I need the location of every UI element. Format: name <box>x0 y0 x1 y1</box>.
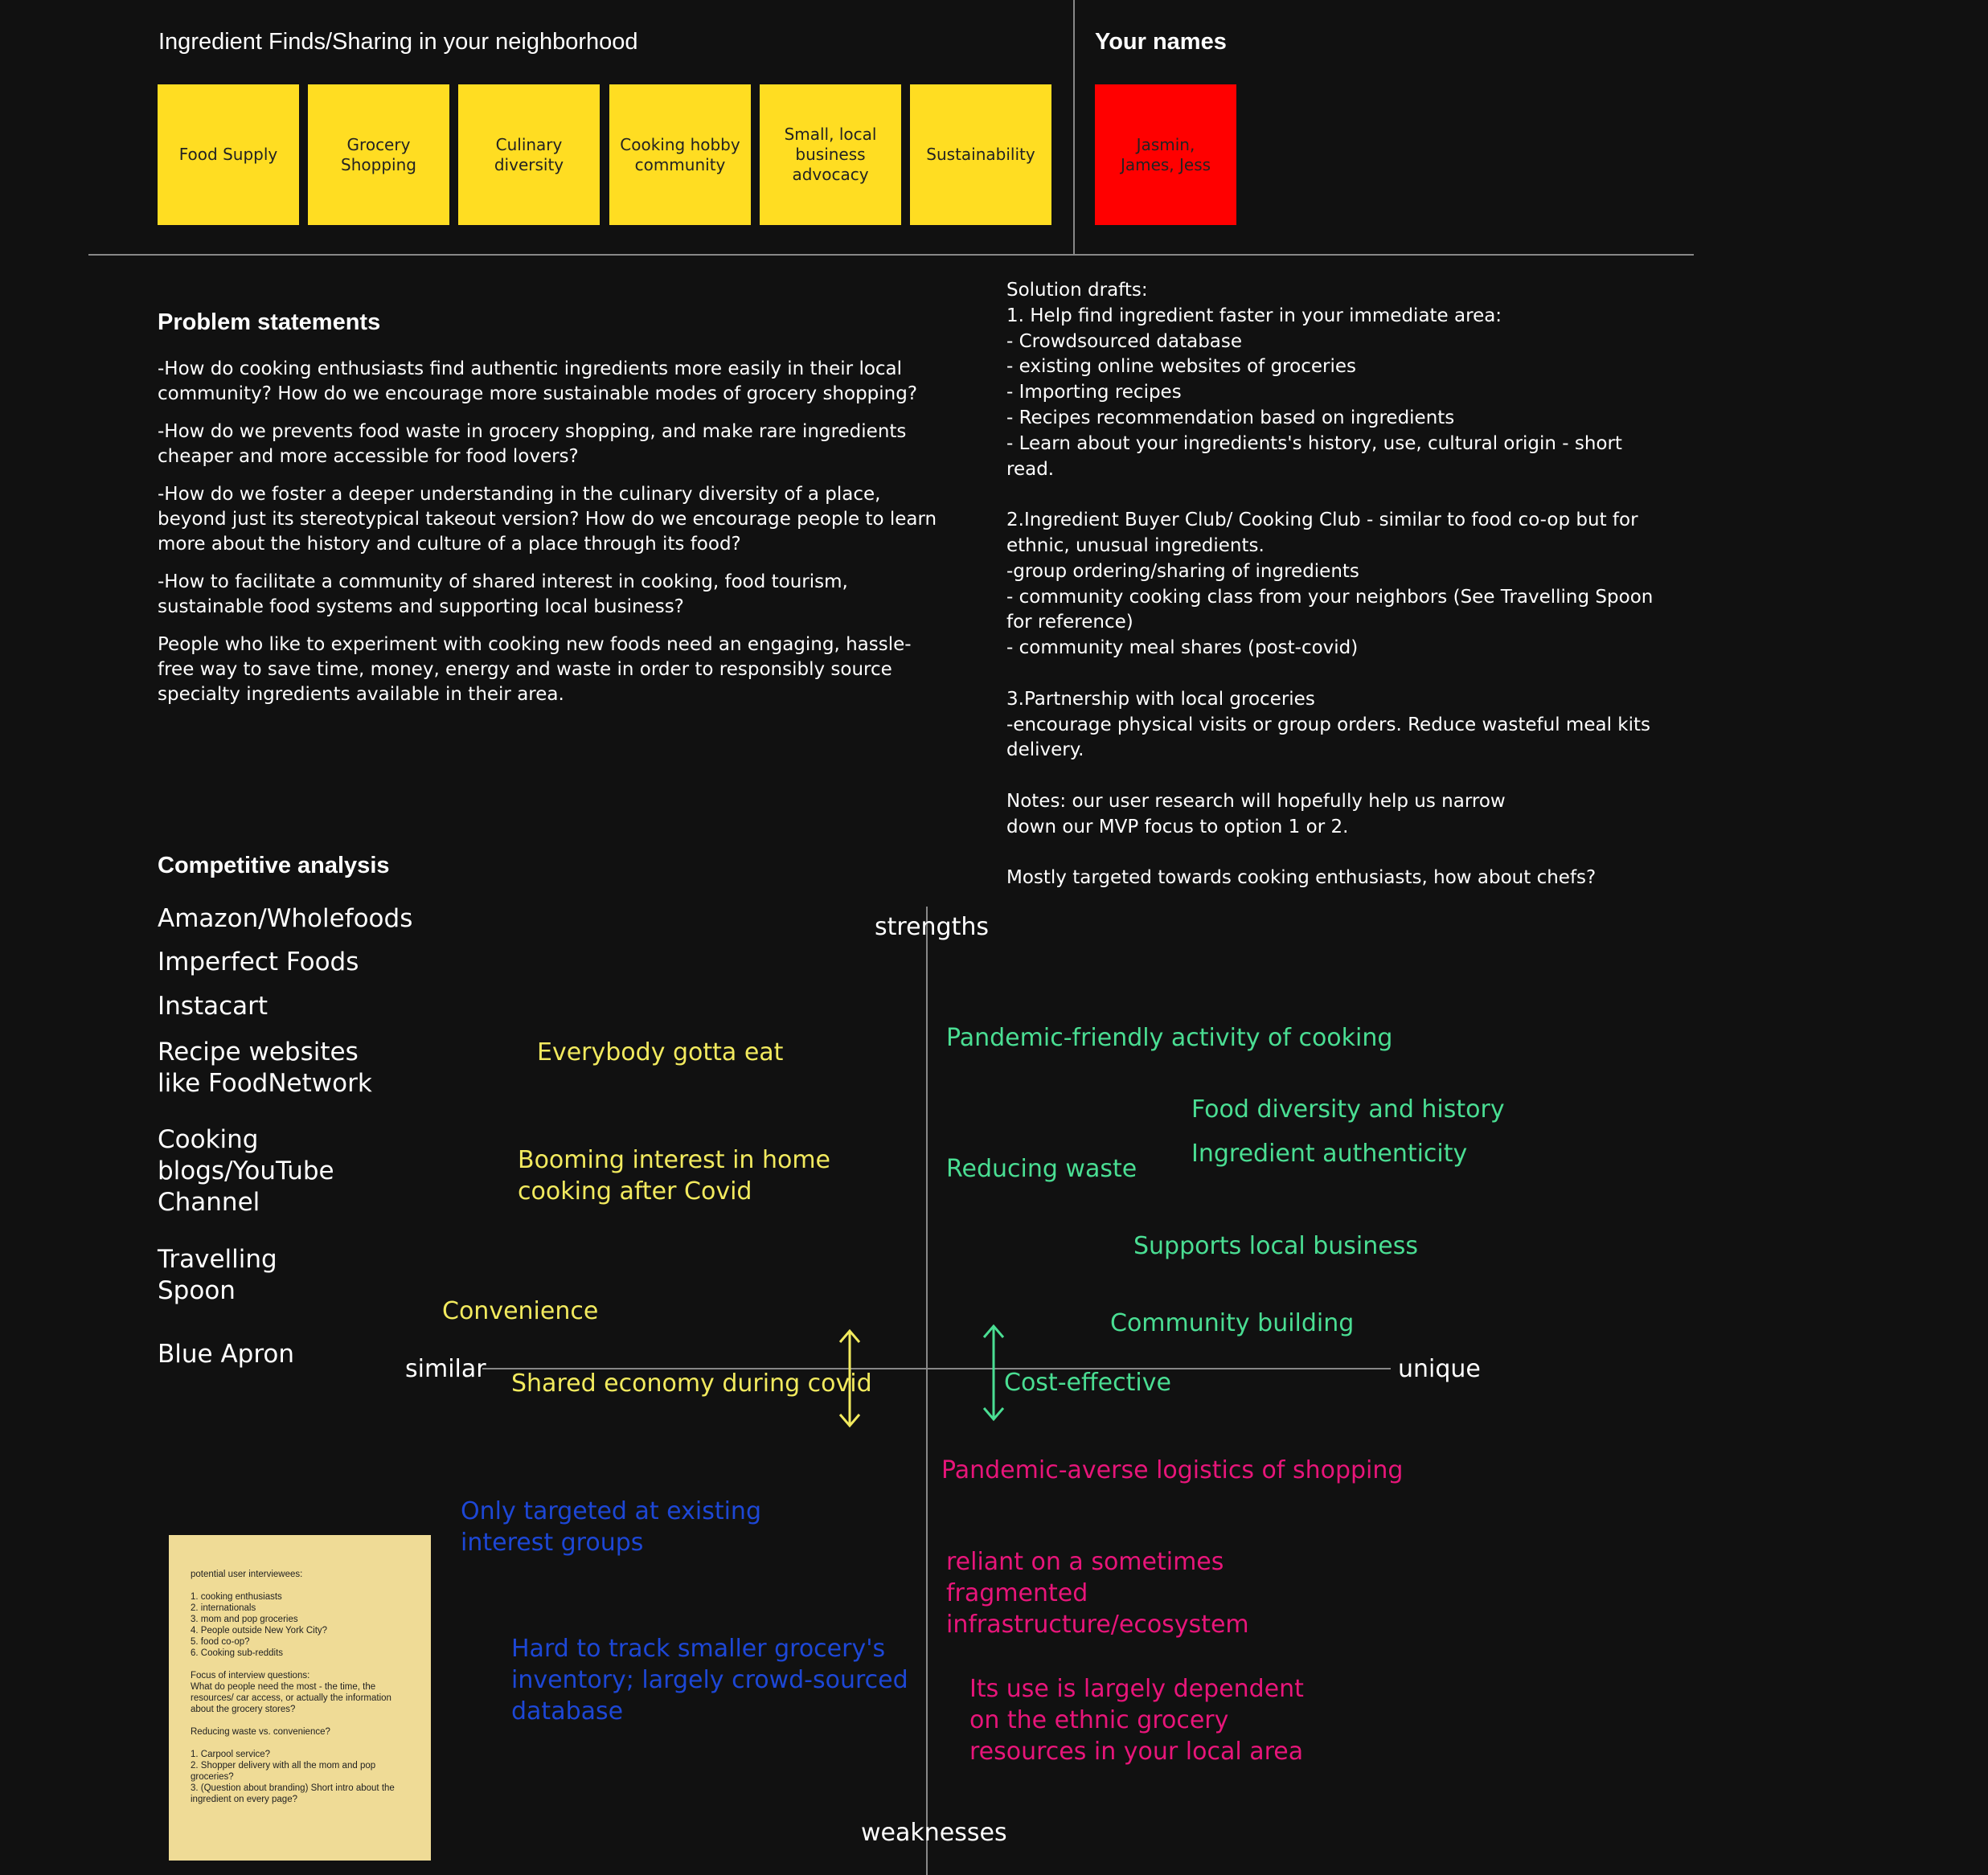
solution-line: - community cooking class from your neighbors (See Travelling Spoon for reference) <box>1006 586 1654 633</box>
note-line: 3. mom and pop groceries <box>191 1615 298 1624</box>
problem-statement: -How do we foster a deeper understanding in the culinary diversity of a place, beyond just its stereotypical takeout version? How do we encourage people to learn more about the history and culture of a place through its food? <box>158 484 937 555</box>
problem-statements-title: Problem statements <box>158 309 381 335</box>
similar-strength: Convenience <box>442 1297 599 1325</box>
unique-strength: Community building <box>1110 1309 1355 1337</box>
unique-strength: Reducing waste <box>946 1155 1137 1183</box>
solution-line: - Importing recipes <box>1006 382 1182 403</box>
note-line: Focus of interview questions: <box>191 1671 310 1681</box>
solution-line: - Learn about your ingredients's history, use, cultural origin - short read. <box>1006 432 1622 480</box>
solution-line: - existing online websites of groceries <box>1006 356 1356 378</box>
unique-weakness: reliant on a sometimes fragmented infrastructure/ecosystem <box>946 1548 1249 1639</box>
sticky-label: Sustainability <box>926 145 1035 164</box>
similar-weakness: Hard to track smaller grocery's inventory; largely crowd-sourced database <box>511 1635 908 1726</box>
unique-strength: Ingredient authenticity <box>1191 1140 1468 1168</box>
solution-drafts <box>1006 278 1666 891</box>
unique-strength: Food diversity and history <box>1191 1095 1505 1124</box>
problem-statement: People who like to experiment with cooking new foods need an engaging, hassle-free way to save time, money, energy and waste in order to responsibly source specialty ingredients available in their area. <box>158 634 912 705</box>
note-line: 1. cooking enthusiasts <box>191 1592 282 1602</box>
sticky-label: Grocery Shopping <box>341 134 416 174</box>
names-title: Your names <box>1095 29 1227 55</box>
axis-label-similar: similar <box>405 1355 486 1383</box>
sticky-grocery-shopping[interactable] <box>308 84 449 225</box>
unique-strength: Pandemic-friendly activity of cooking <box>946 1024 1393 1052</box>
note-line <box>191 1659 413 1670</box>
note-line: 3. (Question about branding) Short intro about the ingredient on every page? <box>191 1783 395 1804</box>
axis-label-unique: unique <box>1398 1355 1481 1383</box>
board-topic: Ingredient Finds/Sharing in your neighborhood <box>158 29 638 55</box>
solution-line <box>1006 482 1666 508</box>
note-line: 6. Cooking sub-reddits <box>191 1648 284 1658</box>
problem-statement: -How do we prevents food waste in grocery shopping, and make rare ingredients cheaper and more accessible for food lovers? <box>158 421 907 467</box>
unique-weakness: Pandemic-averse logistics of shopping <box>941 1456 1404 1484</box>
sticky-food-supply[interactable] <box>158 84 299 225</box>
competitive-analysis-title: Competitive analysis <box>158 853 390 878</box>
unique-weakness: Its use is largely dependent on the ethnic grocery resources in your local area <box>969 1675 1304 1766</box>
header-divider-horizontal <box>88 254 1694 256</box>
names-sticky[interactable] <box>1095 84 1236 225</box>
unique-strength: Supports local business <box>1133 1232 1418 1260</box>
solution-line <box>1006 661 1666 687</box>
sticky-cooking-hobby-community[interactable] <box>609 84 751 225</box>
solution-line: 1. Help find ingredient faster in your immediate area: <box>1006 305 1502 326</box>
note-line: 1. Carpool service? <box>191 1750 271 1759</box>
similar-strength: Shared economy during covid <box>511 1369 872 1398</box>
solution-line <box>1006 841 1666 866</box>
competitor-item: Instacart <box>158 992 268 1021</box>
sticky-label: Cooking hobby community <box>620 134 740 174</box>
solution-line: Mostly targeted towards cooking enthusiasts, how about chefs? <box>1006 867 1597 889</box>
note-line: potential user interviewees: <box>191 1570 303 1579</box>
problem-statement: -How do cooking enthusiasts find authentic ingredients more easily in their local community? How do we encourage more sustainable modes of grocery shopping? <box>158 358 918 404</box>
solution-line: -encourage physical visits or group orders. Reduce wasteful meal kits delivery. <box>1006 714 1650 761</box>
axis-label-strengths: strengths <box>875 913 989 941</box>
note-line <box>191 1715 413 1726</box>
note-line: What do people need the most - the time, the resources/ car access, or actually the information about the grocery stores? <box>191 1682 391 1714</box>
note-line: 4. People outside New York City? <box>191 1626 328 1636</box>
sticky-label: Small, local business advocacy <box>784 125 877 184</box>
similar-strength: Everybody gotta eat <box>537 1038 784 1066</box>
note-line: 2. Shopper delivery with all the mom and pop groceries? <box>191 1761 376 1782</box>
sticky-culinary-diversity[interactable] <box>458 84 600 225</box>
sticky-label: Food Supply <box>178 145 278 164</box>
axis-label-weaknesses: weaknesses <box>861 1819 1007 1847</box>
note-line <box>191 1580 413 1591</box>
competitor-item: Blue Apron <box>158 1340 295 1369</box>
solution-line: - Crowdsourced database <box>1006 330 1243 352</box>
note-line: 2. internationals <box>191 1603 256 1613</box>
solution-line: Solution drafts: <box>1006 280 1148 301</box>
names-sticky-label: Jasmin, James, Jess <box>1120 134 1211 174</box>
problem-statement: -How to facilitate a community of shared interest in cooking, food tourism, sustainable food systems and supporting local business? <box>158 571 848 617</box>
double-arrow-yellow <box>833 1328 867 1429</box>
solution-line: - community meal shares (post-covid) <box>1006 637 1359 659</box>
competitor-item: Cooking blogs/YouTube Channel <box>158 1125 334 1217</box>
competitor-item: Amazon/Wholefoods <box>158 904 413 933</box>
header-divider-vertical <box>1073 0 1075 255</box>
solution-line: 2.Ingredient Buyer Club/ Cooking Club - similar to food co-op but for ethnic, unusual ingredients. <box>1006 510 1638 556</box>
interview-note[interactable] <box>169 1535 431 1861</box>
note-line: 5. food co-op? <box>191 1637 250 1647</box>
note-line: Reducing waste vs. convenience? <box>191 1727 330 1737</box>
similar-weakness: Only targeted at existing interest groups <box>461 1497 761 1557</box>
solution-line <box>1006 764 1666 789</box>
competitor-item: Travelling Spoon <box>158 1245 277 1305</box>
solution-line: Notes: our user research will hopefully help us narrow down our MVP focus to option 1 or 2. <box>1006 790 1506 837</box>
similar-strength: Booming interest in home cooking after Covid <box>518 1146 831 1206</box>
competitor-item: Imperfect Foods <box>158 948 359 976</box>
solution-line: -group ordering/sharing of ingredients <box>1006 560 1359 582</box>
double-arrow-green <box>977 1323 1010 1423</box>
note-line <box>191 1738 413 1749</box>
solution-line: - Recipes recommendation based on ingredients <box>1006 407 1455 428</box>
sticky-label: Culinary diversity <box>494 134 564 174</box>
unique-strength: Cost-effective <box>1004 1369 1171 1397</box>
competitor-item: Recipe websites like FoodNetwork <box>158 1038 372 1098</box>
sticky-sustainability[interactable] <box>910 84 1051 225</box>
sticky-local-business-advocacy[interactable] <box>760 84 901 225</box>
solution-line: 3.Partnership with local groceries <box>1006 688 1315 710</box>
quadrant-vertical-axis <box>926 907 928 1875</box>
